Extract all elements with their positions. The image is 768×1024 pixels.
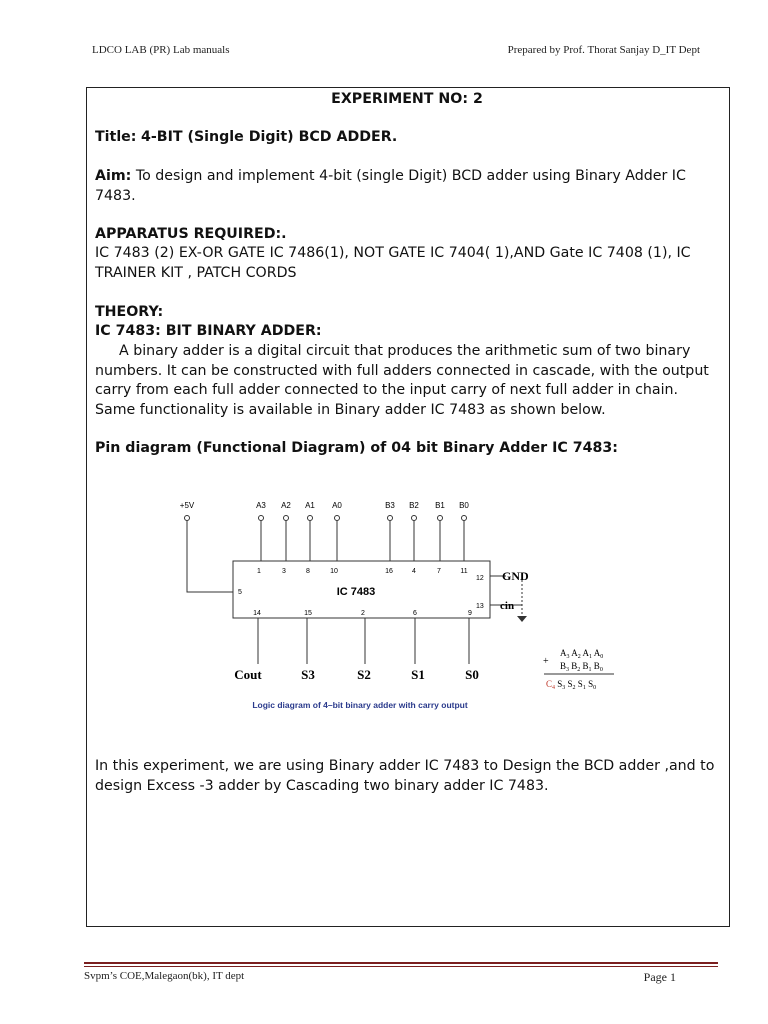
title-label: Title: [95,129,137,145]
ic7483-pin-diagram [86,494,604,719]
input-b1: B1 [435,501,445,510]
title-line [95,128,719,148]
ic-heading: IC 7483: BIT BINARY ADDER: [95,323,322,339]
pin-12: 12 [476,575,484,582]
theory-heading: THEORY: [95,304,164,320]
experiment-heading: EXPERIMENT NO: 2 [331,91,483,107]
aim-label: Aim: [95,168,132,184]
input-a2: A2 [281,501,291,510]
pin-11: 11 [460,568,468,575]
pin-6: 6 [413,610,417,617]
aim-paragraph [95,167,719,206]
pin-9: 9 [468,610,472,617]
diagram-caption: Logic diagram of 4–bit binary adder with carry output [252,700,468,710]
pin-diagram-heading: Pin diagram (Functional Diagram) of 04 bit Binary Adder IC 7483: [95,440,618,456]
ground-symbol [517,616,527,622]
gnd-label: GND [502,569,529,583]
pin-3: 3 [282,568,286,575]
aim-text: To design and implement 4-bit (single Digit) BCD adder using Binary Adder IC 7483. [95,168,686,204]
pin-8: 8 [306,568,310,575]
pin-1: 1 [257,568,261,575]
input-b0: B0 [459,501,469,510]
input-a1: A1 [305,501,315,510]
theory-paragraph [95,342,719,420]
pin-2: 2 [361,610,365,617]
output-cout: Cout [234,667,262,682]
header-right: Prepared by Prof. Thorat Sanjay D_IT Dept [507,44,700,56]
vcc-terminal [185,516,190,521]
b-inputs [385,501,469,510]
input-a3: A3 [256,501,266,510]
closing-paragraph: In this experiment, we are using Binary adder IC 7483 to Design the BCD adder ,and to design Excess -3 adder by Cascading two binary adder IC 7483. [95,758,715,794]
pin-16: 16 [385,568,393,575]
vcc-wire [187,521,233,592]
output-s2: S2 [357,667,371,682]
output-wires [258,618,469,664]
pin-7: 7 [437,568,441,575]
pin-10: 10 [330,568,338,575]
footer-rule [84,962,718,964]
ic-name: IC 7483 [336,586,376,598]
input-b2: B2 [409,501,419,510]
output-s1: S1 [411,667,425,682]
vcc-label: +5V [179,501,195,510]
sum-row-s: $C_4$ $S_3$ $S_2$ $S_1$ $S_0$ [546,679,597,691]
pin-5: 5 [238,589,242,596]
theory-text: A binary adder is a digital circuit that produces the arithmetic sum of two binary numbers. It can be constructed with full adders connected in cascade, with the output carry from each full adder connected to the input carry of next full adder in chain. Same functionality is available in Binary adder IC 7483 as shown below. [95,343,709,418]
a-inputs [256,501,342,510]
output-s0: S0 [465,667,479,682]
input-terminals [259,516,467,521]
apparatus-text: IC 7483 (2) EX-OR GATE IC 7486(1), NOT GATE IC 7404( 1),AND Gate IC 7408 (1), IC TRAINER KIT , PATCH CORDS [95,245,691,281]
footer-rule-thin [84,966,718,967]
header-left: LDCO LAB (PR) Lab manuals [92,44,230,56]
input-b3: B3 [385,501,395,510]
pin-13: 13 [476,603,484,610]
page-number: Page 1 [643,970,676,984]
sum-row-b: $B_3$ $B_2$ $B_1$ $B_0$ [560,661,603,673]
output-labels [234,667,479,682]
pin-4: 4 [412,568,416,575]
sum-row-a: $A_3$ $A_2$ $A_1$ $A_0$ [560,648,604,660]
title-text: 4-BIT (Single Digit) BCD ADDER. [141,129,398,145]
input-a0: A0 [332,501,342,510]
pin-14: 14 [253,610,261,617]
sum-plus: + [543,656,549,667]
footer-left: Svpm’s COE,Malegaon(bk), IT dept [84,970,245,982]
pin-15: 15 [304,610,312,617]
input-wires [261,521,464,561]
cin-label: cin [500,600,515,612]
apparatus-heading: APPARATUS REQUIRED:. [95,226,287,242]
output-s3: S3 [301,667,315,682]
